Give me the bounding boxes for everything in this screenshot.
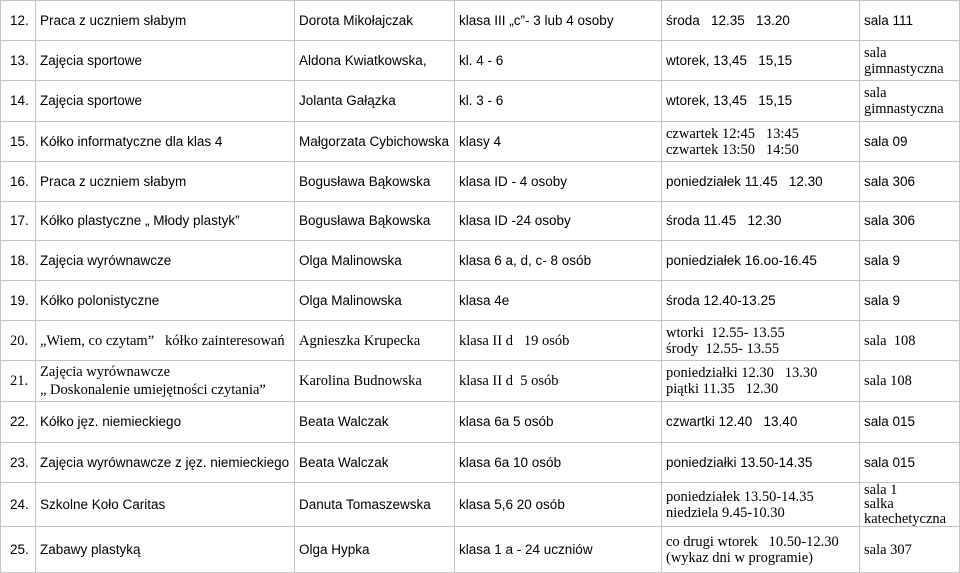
time-text: czwartek 12:45 13:45 (666, 125, 799, 142)
class-text: klasy 4 (459, 133, 502, 149)
time-cell (662, 281, 860, 320)
table-row (0, 0, 960, 41)
room-text: sala 1 (864, 483, 898, 498)
activity-text: Zajęcia sportowe (40, 52, 143, 68)
time-cell (662, 241, 860, 280)
time-text: niedziela 9.45-10.30 (666, 504, 785, 521)
time-text: czwartek 13:50 14:50 (666, 141, 799, 158)
room-cell (860, 483, 960, 526)
activity-text: Zajęcia wyrównawcze (40, 252, 172, 268)
room-text: salka (864, 496, 894, 513)
activity-text: Praca z uczniem słabym (40, 173, 187, 189)
teacher-text: Danuta Tomaszewska (299, 496, 431, 512)
activity-cell (36, 162, 295, 201)
teacher-text: Olga Malinowska (299, 292, 402, 308)
class-cell (455, 1, 662, 40)
table-row (0, 122, 960, 162)
time-text: środy 12.55- 13.55 (666, 340, 780, 357)
class-cell (455, 241, 662, 280)
room-cell (860, 122, 960, 161)
activity-text: Kółko informatyczne dla klas 4 (40, 133, 223, 149)
teacher-text: Olga Hypka (299, 541, 370, 557)
activity-cell (36, 241, 295, 280)
teacher-text: Bogusława Bąkowska (299, 213, 431, 228)
activity-text: Praca z uczniem słabym (40, 12, 187, 28)
activity-text: „Wiem, co czytam” kółko zainteresowań (40, 332, 285, 349)
time-text: środa 11.45 12.30 (666, 213, 782, 228)
teacher-text: Agnieszka Krupecka (299, 332, 421, 349)
activity-cell (36, 1, 295, 40)
room-cell (860, 1, 960, 40)
teacher-text: Karolina Budnowska (299, 373, 422, 389)
time-text: poniedziałek 13.50-14.35 (666, 488, 814, 505)
teacher-cell (295, 1, 455, 40)
table-row (0, 81, 960, 122)
room-text: sala 306 (864, 213, 916, 228)
class-text: klasa 6a 5 osób (459, 414, 554, 429)
class-text: klasa 6a 10 osób (459, 454, 562, 470)
class-cell (455, 122, 662, 161)
activity-text: Kółko jęz. niemieckiego (40, 414, 182, 429)
row-number: 14. (0, 81, 36, 121)
room-text: sala 108 (864, 332, 916, 349)
class-cell (455, 281, 662, 320)
teacher-text: Olga Malinowska (299, 252, 402, 268)
time-cell (662, 122, 860, 161)
row-number: 12. (0, 1, 36, 40)
row-number: 22. (0, 402, 36, 442)
table-row (0, 241, 960, 281)
room-text: katechetyczna (864, 510, 947, 526)
class-text: klasa II d 5 osób (459, 373, 559, 389)
class-text: klasa 5,6 20 osób (459, 496, 565, 512)
activity-cell (36, 483, 295, 526)
class-cell (455, 202, 662, 240)
activity-cell (36, 41, 295, 80)
time-cell (662, 483, 860, 526)
room-text: sala 108 (864, 373, 912, 389)
room-text: sala 307 (864, 541, 912, 558)
activity-cell (36, 122, 295, 161)
time-text: poniedziałki 12.30 13.30 (666, 365, 818, 381)
class-text: kl. 4 - 6 (459, 52, 504, 68)
teacher-cell (295, 483, 455, 526)
row-number: 15. (0, 122, 36, 161)
room-cell (860, 202, 960, 240)
class-cell (455, 162, 662, 201)
time-text: środa 12.40-13.25 (666, 292, 776, 308)
time-text: poniedziałek 11.45 12.30 (666, 173, 823, 189)
room-text: sala (864, 85, 887, 101)
room-cell (860, 81, 960, 121)
class-text: klasa 1 a - 24 uczniów (459, 541, 593, 557)
table-row (0, 402, 960, 443)
teacher-cell (295, 361, 455, 401)
row-number: 23. (0, 443, 36, 482)
time-cell (662, 321, 860, 360)
teacher-cell (295, 527, 455, 572)
time-cell (662, 162, 860, 201)
teacher-text: Beata Walczak (299, 414, 389, 429)
teacher-text: Bogusława Bąkowska (299, 173, 431, 189)
time-text: wtorki 12.55- 13.55 (666, 324, 785, 341)
row-number: 13. (0, 41, 36, 80)
activity-text: Szkolne Koło Caritas (40, 496, 166, 512)
time-text: (wykaz dni w programie) (666, 549, 813, 566)
activity-cell (36, 402, 295, 442)
room-cell (860, 527, 960, 572)
activity-cell (36, 81, 295, 121)
time-cell (662, 402, 860, 442)
room-cell (860, 402, 960, 442)
class-text: klasa ID - 4 osoby (459, 173, 568, 189)
teacher-text: Małgorzata Cybichowska (299, 133, 450, 149)
activity-text: Kółko plastyczne „ Młody plastyk” (40, 213, 240, 228)
room-text: sala (864, 44, 887, 61)
room-text: sala 09 (864, 133, 908, 149)
class-text: klasa ID -24 osoby (459, 213, 571, 228)
room-text: sala 015 (864, 454, 916, 470)
class-text: klasa II d 19 osób (459, 332, 570, 349)
class-cell (455, 402, 662, 442)
row-number: 20. (0, 321, 36, 360)
row-number: 24. (0, 483, 36, 526)
room-cell (860, 321, 960, 360)
room-text: sala 015 (864, 414, 916, 429)
activity-cell (36, 202, 295, 240)
time-cell (662, 202, 860, 240)
teacher-cell (295, 402, 455, 442)
room-cell (860, 443, 960, 482)
table-row (0, 41, 960, 81)
row-number: 16. (0, 162, 36, 201)
time-text: poniedziałki 13.50-14.35 (666, 454, 813, 470)
activity-text: Zajęcia sportowe (40, 93, 143, 108)
teacher-cell (295, 202, 455, 240)
table-row (0, 162, 960, 202)
activity-cell (36, 361, 295, 401)
time-text: środa 12.35 13.20 (666, 12, 790, 28)
row-number: 17. (0, 202, 36, 240)
room-cell (860, 281, 960, 320)
activity-text: Zabawy plastyką (40, 541, 141, 557)
activity-text: Zajęcia wyrównawcze (40, 364, 171, 380)
time-text: poniedziałek 16.oo-16.45 (666, 252, 817, 268)
teacher-cell (295, 122, 455, 161)
room-text: sala 111 (864, 12, 914, 28)
time-cell (662, 527, 860, 572)
time-text: czwartki 12.40 13.40 (666, 414, 798, 429)
class-text: klasa 4e (459, 292, 510, 308)
time-cell (662, 81, 860, 121)
class-cell (455, 483, 662, 526)
room-text: sala 9 (864, 292, 901, 308)
room-text: gimnastyczna (864, 60, 944, 77)
row-number: 18. (0, 241, 36, 280)
room-text: gimnastyczna (864, 101, 944, 117)
teacher-text: Jolanta Gałązka (299, 93, 396, 108)
row-number: 21. (0, 361, 36, 401)
teacher-cell (295, 41, 455, 80)
activity-text: Zajęcia wyrównawcze z jęz. niemieckiego (40, 454, 290, 470)
teacher-text: Beata Walczak (299, 454, 389, 470)
teacher-cell (295, 81, 455, 121)
table-row (0, 361, 960, 402)
time-cell (662, 361, 860, 401)
room-text: sala 306 (864, 173, 916, 189)
room-cell (860, 361, 960, 401)
teacher-cell (295, 443, 455, 482)
table-row (0, 443, 960, 483)
room-text: sala 9 (864, 252, 901, 268)
time-text: co drugi wtorek 10.50-12.30 (666, 533, 839, 550)
teacher-cell (295, 321, 455, 360)
class-cell (455, 81, 662, 121)
time-cell (662, 1, 860, 40)
activity-text: „ Doskonalenie umiejętności czytania” (40, 382, 266, 398)
table-row (0, 281, 960, 321)
teacher-cell (295, 241, 455, 280)
row-number: 25. (0, 527, 36, 572)
teacher-text: Aldona Kwiatkowska, (299, 52, 427, 68)
teacher-cell (295, 281, 455, 320)
room-cell (860, 162, 960, 201)
time-cell (662, 443, 860, 482)
class-text: klasa 6 a, d, c- 8 osób (459, 252, 592, 268)
time-text: wtorek, 13,45 15,15 (666, 52, 793, 68)
row-number: 19. (0, 281, 36, 320)
class-cell (455, 443, 662, 482)
table-row (0, 321, 960, 361)
class-cell (455, 527, 662, 572)
activity-cell (36, 527, 295, 572)
time-text: piątki 11.35 12.30 (666, 381, 779, 397)
activity-cell (36, 443, 295, 482)
room-cell (860, 41, 960, 80)
teacher-text: Dorota Mikołajczak (299, 12, 414, 28)
activity-cell (36, 281, 295, 320)
table-row (0, 483, 960, 527)
class-text: klasa III „c”- 3 lub 4 osoby (459, 12, 614, 28)
class-cell (455, 321, 662, 360)
activity-cell (36, 321, 295, 360)
activity-text: Kółko polonistyczne (40, 292, 160, 308)
time-text: wtorek, 13,45 15,15 (666, 93, 793, 108)
class-cell (455, 41, 662, 80)
class-text: kl. 3 - 6 (459, 93, 504, 108)
table-row (0, 202, 960, 241)
class-cell (455, 361, 662, 401)
room-cell (860, 241, 960, 280)
table-row (0, 527, 960, 573)
time-cell (662, 41, 860, 80)
teacher-cell (295, 162, 455, 201)
